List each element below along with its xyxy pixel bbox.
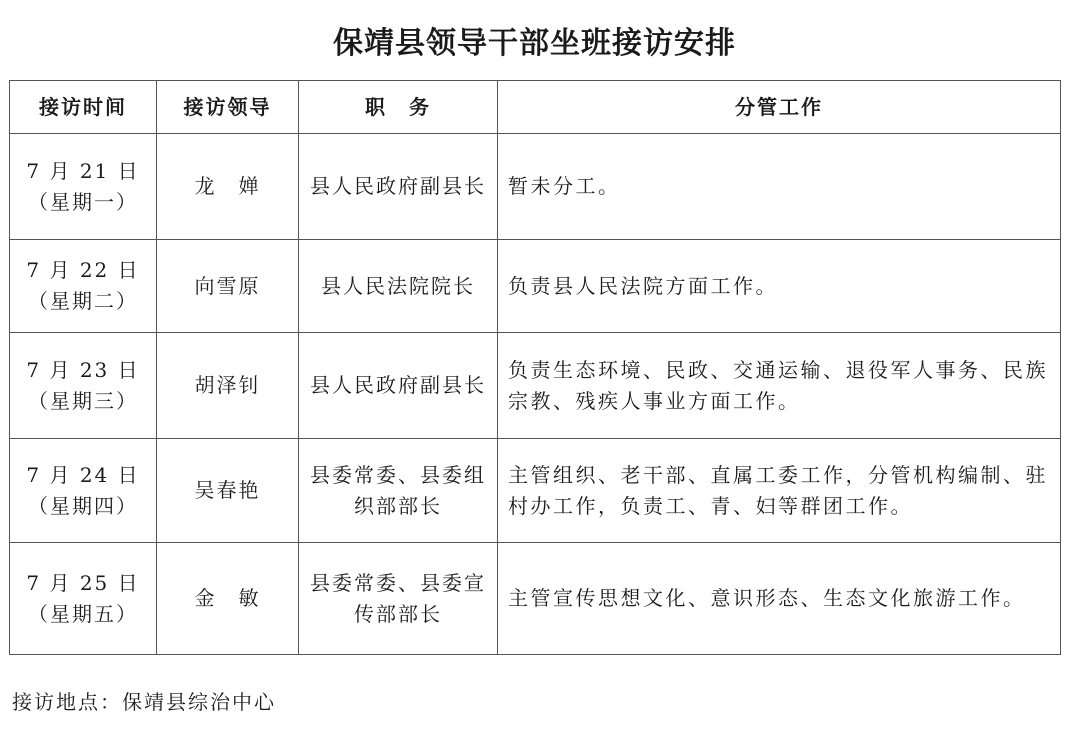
weekday-text: （星期一） — [28, 189, 138, 214]
weekday-text: （星期四） — [28, 493, 138, 518]
weekday-text: （星期三） — [28, 388, 138, 413]
duty-cell: 暂未分工。 — [498, 134, 1061, 240]
leader-name: 龙 婵 — [194, 174, 261, 198]
leader-cell — [157, 134, 299, 240]
header-time: 接访时间 — [10, 81, 157, 134]
date-cell — [10, 240, 157, 333]
leader-cell — [157, 543, 299, 655]
weekday-text: （星期二） — [28, 289, 138, 313]
duty-cell: 主管宣传思想文化、意识形态、生态文化旅游工作。 — [498, 543, 1061, 655]
date-text: 7 月 22 日 — [26, 258, 140, 282]
header-leader: 接访领导 — [157, 81, 299, 134]
schedule-table — [9, 80, 1061, 655]
position-cell: 县人民政府副县长 — [299, 134, 498, 240]
header-position: 职 务 — [299, 81, 498, 134]
duty-cell: 负责县人民法院方面工作。 — [498, 240, 1061, 333]
date-cell — [10, 134, 157, 240]
position-cell: 县委常委、县委组织部部长 — [299, 439, 498, 543]
date-text: 7 月 21 日 — [26, 158, 140, 183]
leader-name: 金 敏 — [194, 586, 261, 610]
header-duty: 分管工作 — [498, 81, 1061, 134]
date-cell — [10, 543, 157, 655]
visit-location: 接访地点：保靖县综治中心 — [12, 690, 276, 714]
leader-name: 吴春艳 — [194, 478, 261, 502]
date-text: 7 月 23 日 — [26, 357, 140, 382]
page-title: 保靖县领导干部坐班接访安排 — [333, 26, 736, 61]
date-text: 7 月 25 日 — [26, 570, 140, 595]
leader-cell — [157, 333, 299, 439]
leader-cell — [157, 240, 299, 333]
position-cell: 县人民政府副县长 — [299, 333, 498, 439]
weekday-text: （星期五） — [28, 601, 138, 626]
position-cell: 县委常委、县委宣传部部长 — [299, 543, 498, 655]
table-row — [10, 134, 1061, 240]
date-cell — [10, 333, 157, 439]
leader-cell — [157, 439, 299, 543]
table-row — [10, 333, 1061, 439]
date-text: 7 月 24 日 — [26, 462, 140, 487]
table-row — [10, 240, 1061, 333]
table-header-row — [10, 81, 1061, 134]
table-row — [10, 543, 1061, 655]
leader-name: 向雪原 — [194, 273, 261, 298]
duty-cell: 主管组织、老干部、直属工委工作，分管机构编制、驻村办工作，负责工、青、妇等群团工作。 — [498, 439, 1061, 543]
leader-name: 胡泽钊 — [194, 373, 261, 397]
duty-cell: 负责生态环境、民政、交通运输、退役军人事务、民族宗教、残疾人事业方面工作。 — [498, 333, 1061, 439]
date-cell — [10, 439, 157, 543]
position-cell: 县人民法院院长 — [299, 240, 498, 333]
table-row — [10, 439, 1061, 543]
